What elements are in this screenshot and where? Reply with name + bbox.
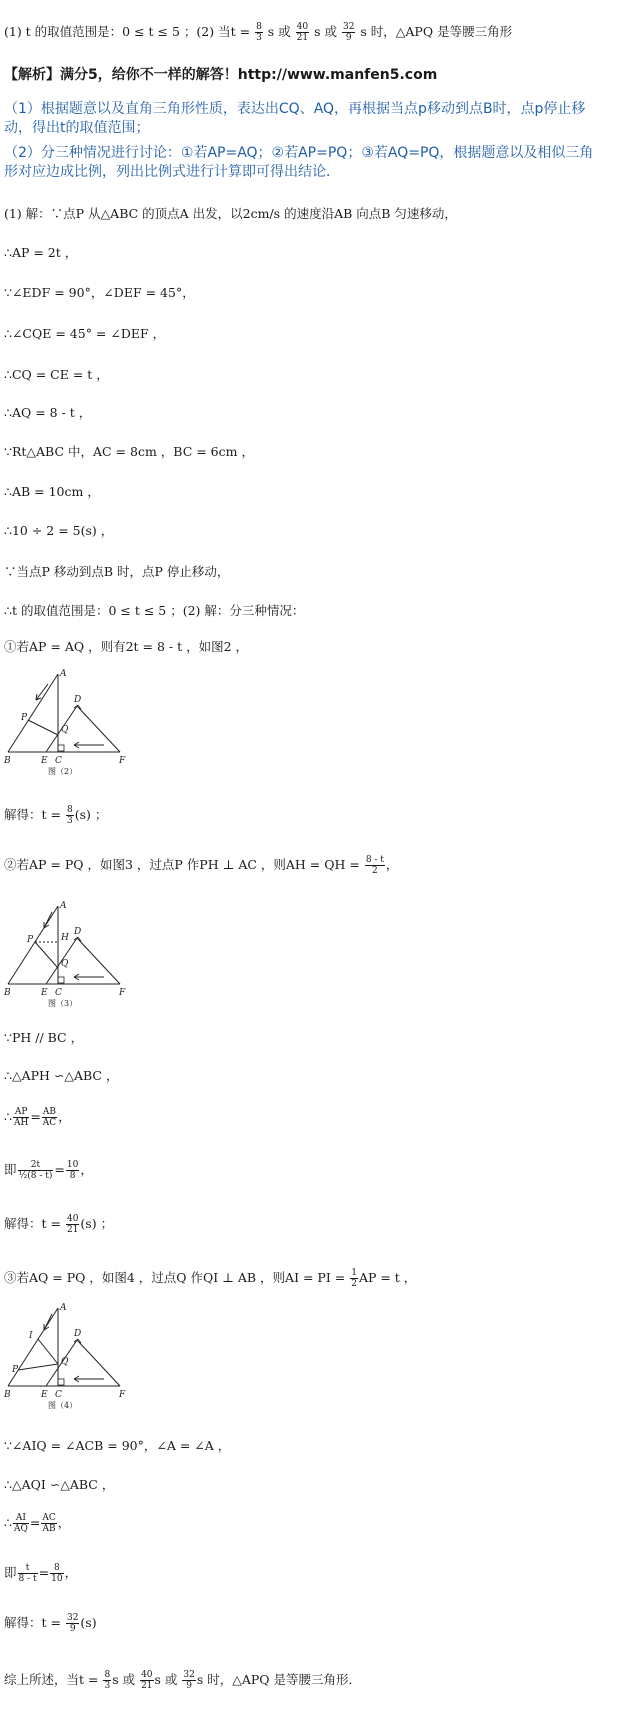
vertex-label: C [55, 988, 62, 998]
fraction: $\frac{32}{9}$ [66, 1613, 79, 1634]
fraction: $\frac{8}{3}$ [104, 1670, 111, 1691]
solution-line: ∴∠CQE = 45° = ∠DEF ， [4, 326, 166, 341]
solution-line: ∴△AQI ∽△ABC ， [4, 1477, 115, 1492]
fraction: $\frac{2t}{\text{½(8 - t)}}$ [18, 1160, 53, 1181]
case-1: ①若AP = AQ ，则有2t = 8 - t ，如图2 ， [4, 639, 249, 654]
vertex-label: F [119, 988, 126, 998]
figure-caption: 图（3） [48, 999, 78, 1008]
case-1-result: 解得：t = $\frac{8}{3}$ (s) ； [4, 805, 108, 826]
vertex-label: F [119, 1390, 126, 1400]
vertex-label: D [74, 1329, 82, 1339]
vertex-label: H [61, 933, 69, 943]
vertex-label: P [21, 713, 28, 723]
vertex-label: C [55, 756, 62, 766]
figure-4 [4, 1302, 134, 1416]
vertex-label: E [41, 1390, 48, 1400]
vertex-label: E [41, 756, 48, 766]
solution-line: ∵∠EDF = 90°，∠DEF = 45°， [4, 285, 195, 300]
vertex-label: A [60, 1303, 67, 1313]
fraction: $\frac{8}{10}$ [51, 1563, 63, 1584]
vertex-label: P [27, 935, 34, 945]
solution-line: ∴t 的取值范围是：0 ≤ t ≤ 5 ；(2) 解：分三种情况： [4, 603, 305, 618]
fraction: $\frac{8 - t}{2}$ [365, 855, 384, 876]
proportion-line: ∴ $\frac{AP}{AH}$ = $\frac{AB}{AC}$ ， [4, 1107, 71, 1128]
analysis-paragraph-2: （2）分三种情况进行讨论：①若AP=AQ；②若AP=PQ；③若AQ=PQ，根据题意以及相似三角 [4, 145, 594, 161]
vertex-label: Q [61, 1357, 69, 1367]
proportion-line: 即 $\frac{2t}{\text{½(8 - t)}}$ = $\frac{10}{8}$ ， [4, 1160, 93, 1181]
vertex-label: D [74, 695, 82, 705]
case-2: ②若AP = PQ ，如图3 ，过点P 作PH ⊥ AC ，则AH = QH = $\frac{8 - t}{2}$ ， [4, 855, 399, 876]
fraction: $\frac{1}{2}$ [351, 1268, 357, 1289]
proportion-line: 即 $\frac{t}{8 - t}$ = $\frac{8}{10}$ ， [4, 1563, 78, 1584]
vertex-label: C [55, 1390, 62, 1400]
solution-line: ∴CQ = CE = t ， [4, 367, 109, 382]
fraction: $\frac{AC}{AB}$ [42, 1513, 56, 1534]
vertex-label: B [4, 988, 11, 998]
figure-caption: 图（2） [48, 767, 78, 776]
case-2-result: 解得：t = $\frac{40}{21}$ (s) ； [4, 1214, 114, 1235]
case-3-result: 解得：t = $\frac{32}{9}$ (s) [4, 1613, 97, 1634]
fraction: $\frac{t}{8 - t}$ [18, 1563, 37, 1584]
vertex-label: Q [61, 959, 69, 969]
solution-line: ∴AQ = 8 - t ， [4, 405, 92, 420]
figure-3 [4, 900, 134, 1014]
fraction: $\frac{40}{21}$ [141, 1670, 153, 1691]
solution-line: ∵∠AIQ = ∠ACB = 90°，∠A = ∠A ， [4, 1438, 231, 1453]
fraction: $\frac{10}{8}$ [66, 1160, 79, 1181]
vertex-label: I [29, 1331, 33, 1341]
case-3: ③若AQ = PQ ，如图4 ，过点Q 作QI ⊥ AB ，则AI = PI = $\frac{1}{2}$ AP = t ， [4, 1268, 417, 1289]
solution-line: ∵当点P 移动到点B 时，点P 停止移动， [4, 564, 230, 579]
fraction: $\frac{32}{9}$ [342, 22, 355, 43]
solution-line: ∴10 ÷ 2 = 5(s) ， [4, 523, 114, 538]
vertex-label: B [4, 1390, 11, 1400]
figure-2 [4, 668, 134, 782]
solution-line: ∴△APH ∽△ABC ， [4, 1068, 119, 1083]
vertex-label: F [119, 756, 126, 766]
analysis-header: 【解析】满分5，给你不一样的解答！http://www.manfen5.com [4, 67, 438, 83]
answer-line: (1) t 的取值范围是：0 ≤ t ≤ 5 ；(2) 当t = $\frac{8}{3}$ s 或 $\frac{40}{21}$ s 或 $\frac{32}{9}$ s 时，△APQ 是等腰三角形 [4, 22, 513, 43]
fraction: $\frac{32}{9}$ [183, 1670, 195, 1691]
fraction: $\frac{8}{3}$ [66, 805, 73, 826]
answer-text: (1) t 的取值范围是：0 ≤ t ≤ 5 ；(2) 当t = [4, 24, 251, 39]
fraction: $\frac{40}{21}$ [296, 22, 309, 43]
fraction: $\frac{8}{3}$ [256, 22, 262, 43]
solution-line: ∵PH // BC ， [4, 1030, 84, 1045]
vertex-label: D [74, 927, 82, 937]
analysis-paragraph-1-cont: 动，得出t的取值范围； [4, 120, 150, 136]
analysis-paragraph-1: （1）根据题意以及直角三角形性质，表达出CQ、AQ，再根据当点p移动到点B时，点p停止移 [4, 101, 586, 117]
fraction: $\frac{AP}{AH}$ [13, 1107, 29, 1128]
figure-caption: 图（4） [48, 1401, 78, 1410]
conclusion: 综上所述，当t = $\frac{8}{3}$ s 或 $\frac{40}{21}$ s 或 $\frac{32}{9}$ s 时，△APQ 是等腰三角形． [4, 1670, 362, 1691]
fraction: $\frac{AI}{AQ}$ [13, 1513, 28, 1534]
vertex-label: P [12, 1365, 19, 1375]
vertex-label: B [4, 756, 11, 766]
solution-line: ∴AB = 10cm ， [4, 484, 100, 499]
vertex-label: Q [61, 725, 69, 735]
vertex-label: A [60, 901, 67, 911]
vertex-label: A [60, 669, 67, 679]
fraction: $\frac{40}{21}$ [66, 1214, 79, 1235]
solution-line: (1) 解：∵点P 从△ABC 的顶点A 出发，以2cm/s 的速度沿AB 向点B 匀速移动， [4, 206, 457, 221]
fraction: $\frac{AB}{AC}$ [42, 1107, 57, 1128]
vertex-label: E [41, 988, 48, 998]
proportion-line: ∴ $\frac{AI}{AQ}$ = $\frac{AC}{AB}$ ， [4, 1513, 71, 1534]
solution-line: ∵Rt△ABC 中，AC = 8cm ，BC = 6cm ， [4, 444, 254, 459]
solution-line: ∴AP = 2t ， [4, 245, 78, 260]
analysis-paragraph-2-cont: 形对应边成比例，列出比例式进行计算即可得出结论． [4, 164, 340, 180]
